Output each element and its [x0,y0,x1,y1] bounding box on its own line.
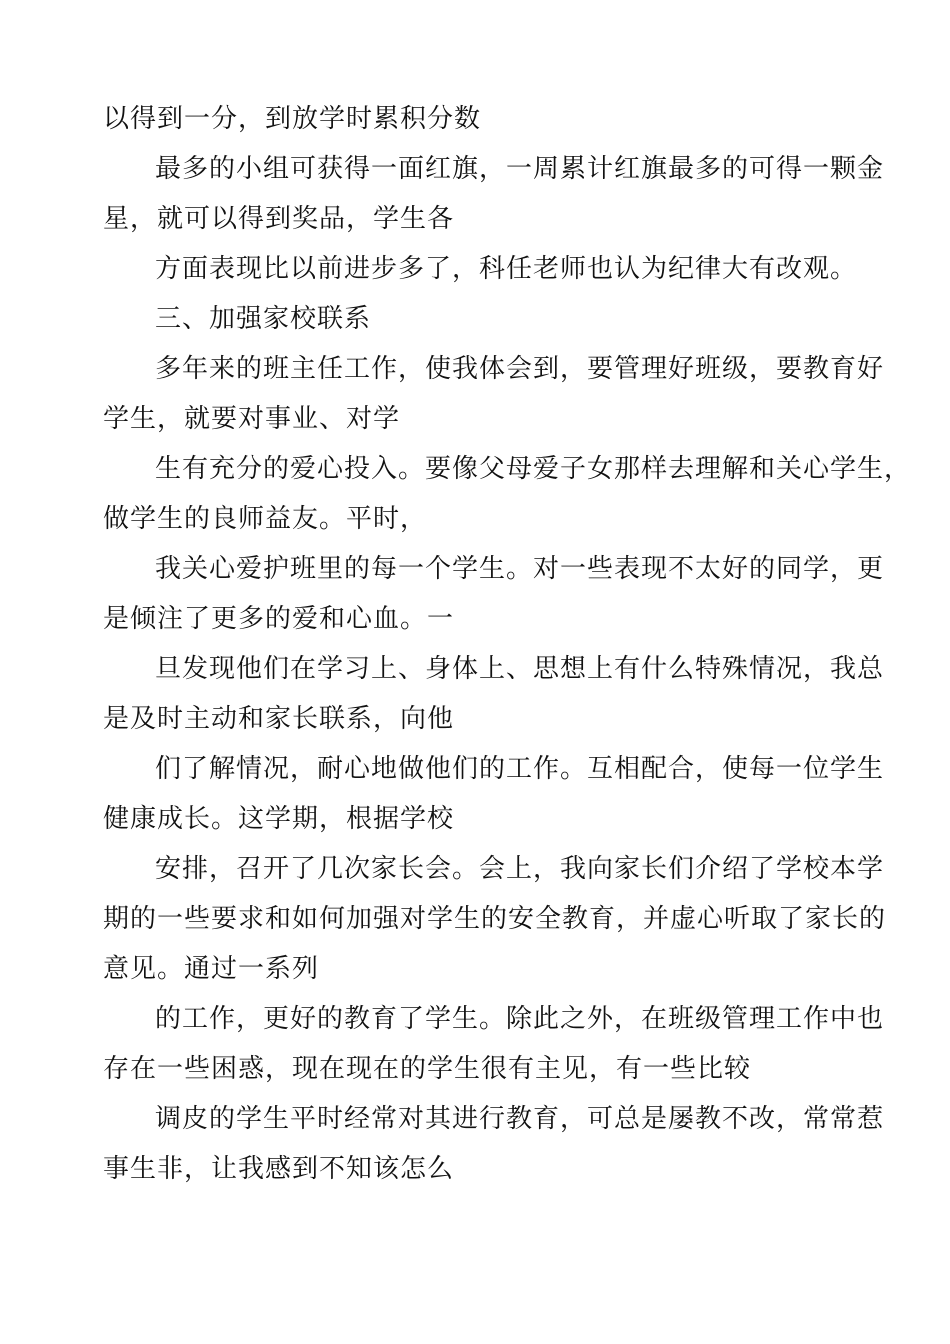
text-line: 期的一些要求和如何加强对学生的安全教育，并虚心听取了家长的 [103,904,887,934]
text-line: 安排，召开了几次家长会。会上，我向家长们介绍了学校本学 [155,854,885,884]
text-line: 我关心爱护班里的每一个学生。对一些表现不太好的同学，更 [155,554,885,584]
text-line: 存在一些困惑，现在现在的学生很有主见，有一些比较 [103,1054,752,1084]
paragraph [103,1094,885,1194]
paragraph [103,294,863,344]
text-line: 的工作，更好的教育了学生。除此之外，在班级管理工作中也 [155,1004,885,1034]
text-line: 旦发现他们在学习上、身体上、思想上有什么特殊情况，我总 [155,654,885,684]
paragraph [103,744,885,844]
text-line: 健康成长。这学期，根据学校 [103,804,455,834]
paragraph [103,344,885,444]
paragraph [103,444,912,544]
text-line: 学生，就要对事业、对学 [103,404,401,434]
text-line: 方面表现比以前进步多了，科任老师也认为纪律大有改观。 [155,254,858,284]
text-line: 做学生的良师益友。平时， [103,504,428,534]
paragraph [103,244,863,294]
text-line: 事生非，让我感到不知该怎么 [103,1154,455,1184]
text-line: 最多的小组可获得一面红旗，一周累计红旗最多的可得一颗金 [155,154,885,184]
paragraph [103,144,885,244]
paragraph [103,544,885,644]
paragraph [103,644,885,744]
text-line: 多年来的班主任工作，使我体会到，要管理好班级，要教育好 [155,354,885,384]
text-line: 生有充分的爱心投入。要像父母爱子女那样去理解和关心学生， [155,454,912,484]
text-line: 是及时主动和家长联系，向他 [103,704,455,734]
paragraph [103,844,887,994]
paragraph [103,994,885,1094]
text-line: 星，就可以得到奖品，学生各 [103,204,455,234]
paragraph [103,94,863,144]
text-line: 调皮的学生平时经常对其进行教育，可总是屡教不改，常常惹 [155,1104,885,1134]
text-line: 以得到一分，到放学时累积分数 [103,104,482,134]
document-body [103,94,912,1194]
text-line: 是倾注了更多的爱和心血。一 [103,604,455,634]
text-line: 意见。通过一系列 [103,954,320,984]
text-line: 三、加强家校联系 [155,304,372,334]
text-line: 们了解情况，耐心地做他们的工作。互相配合，使每一位学生 [155,754,885,784]
